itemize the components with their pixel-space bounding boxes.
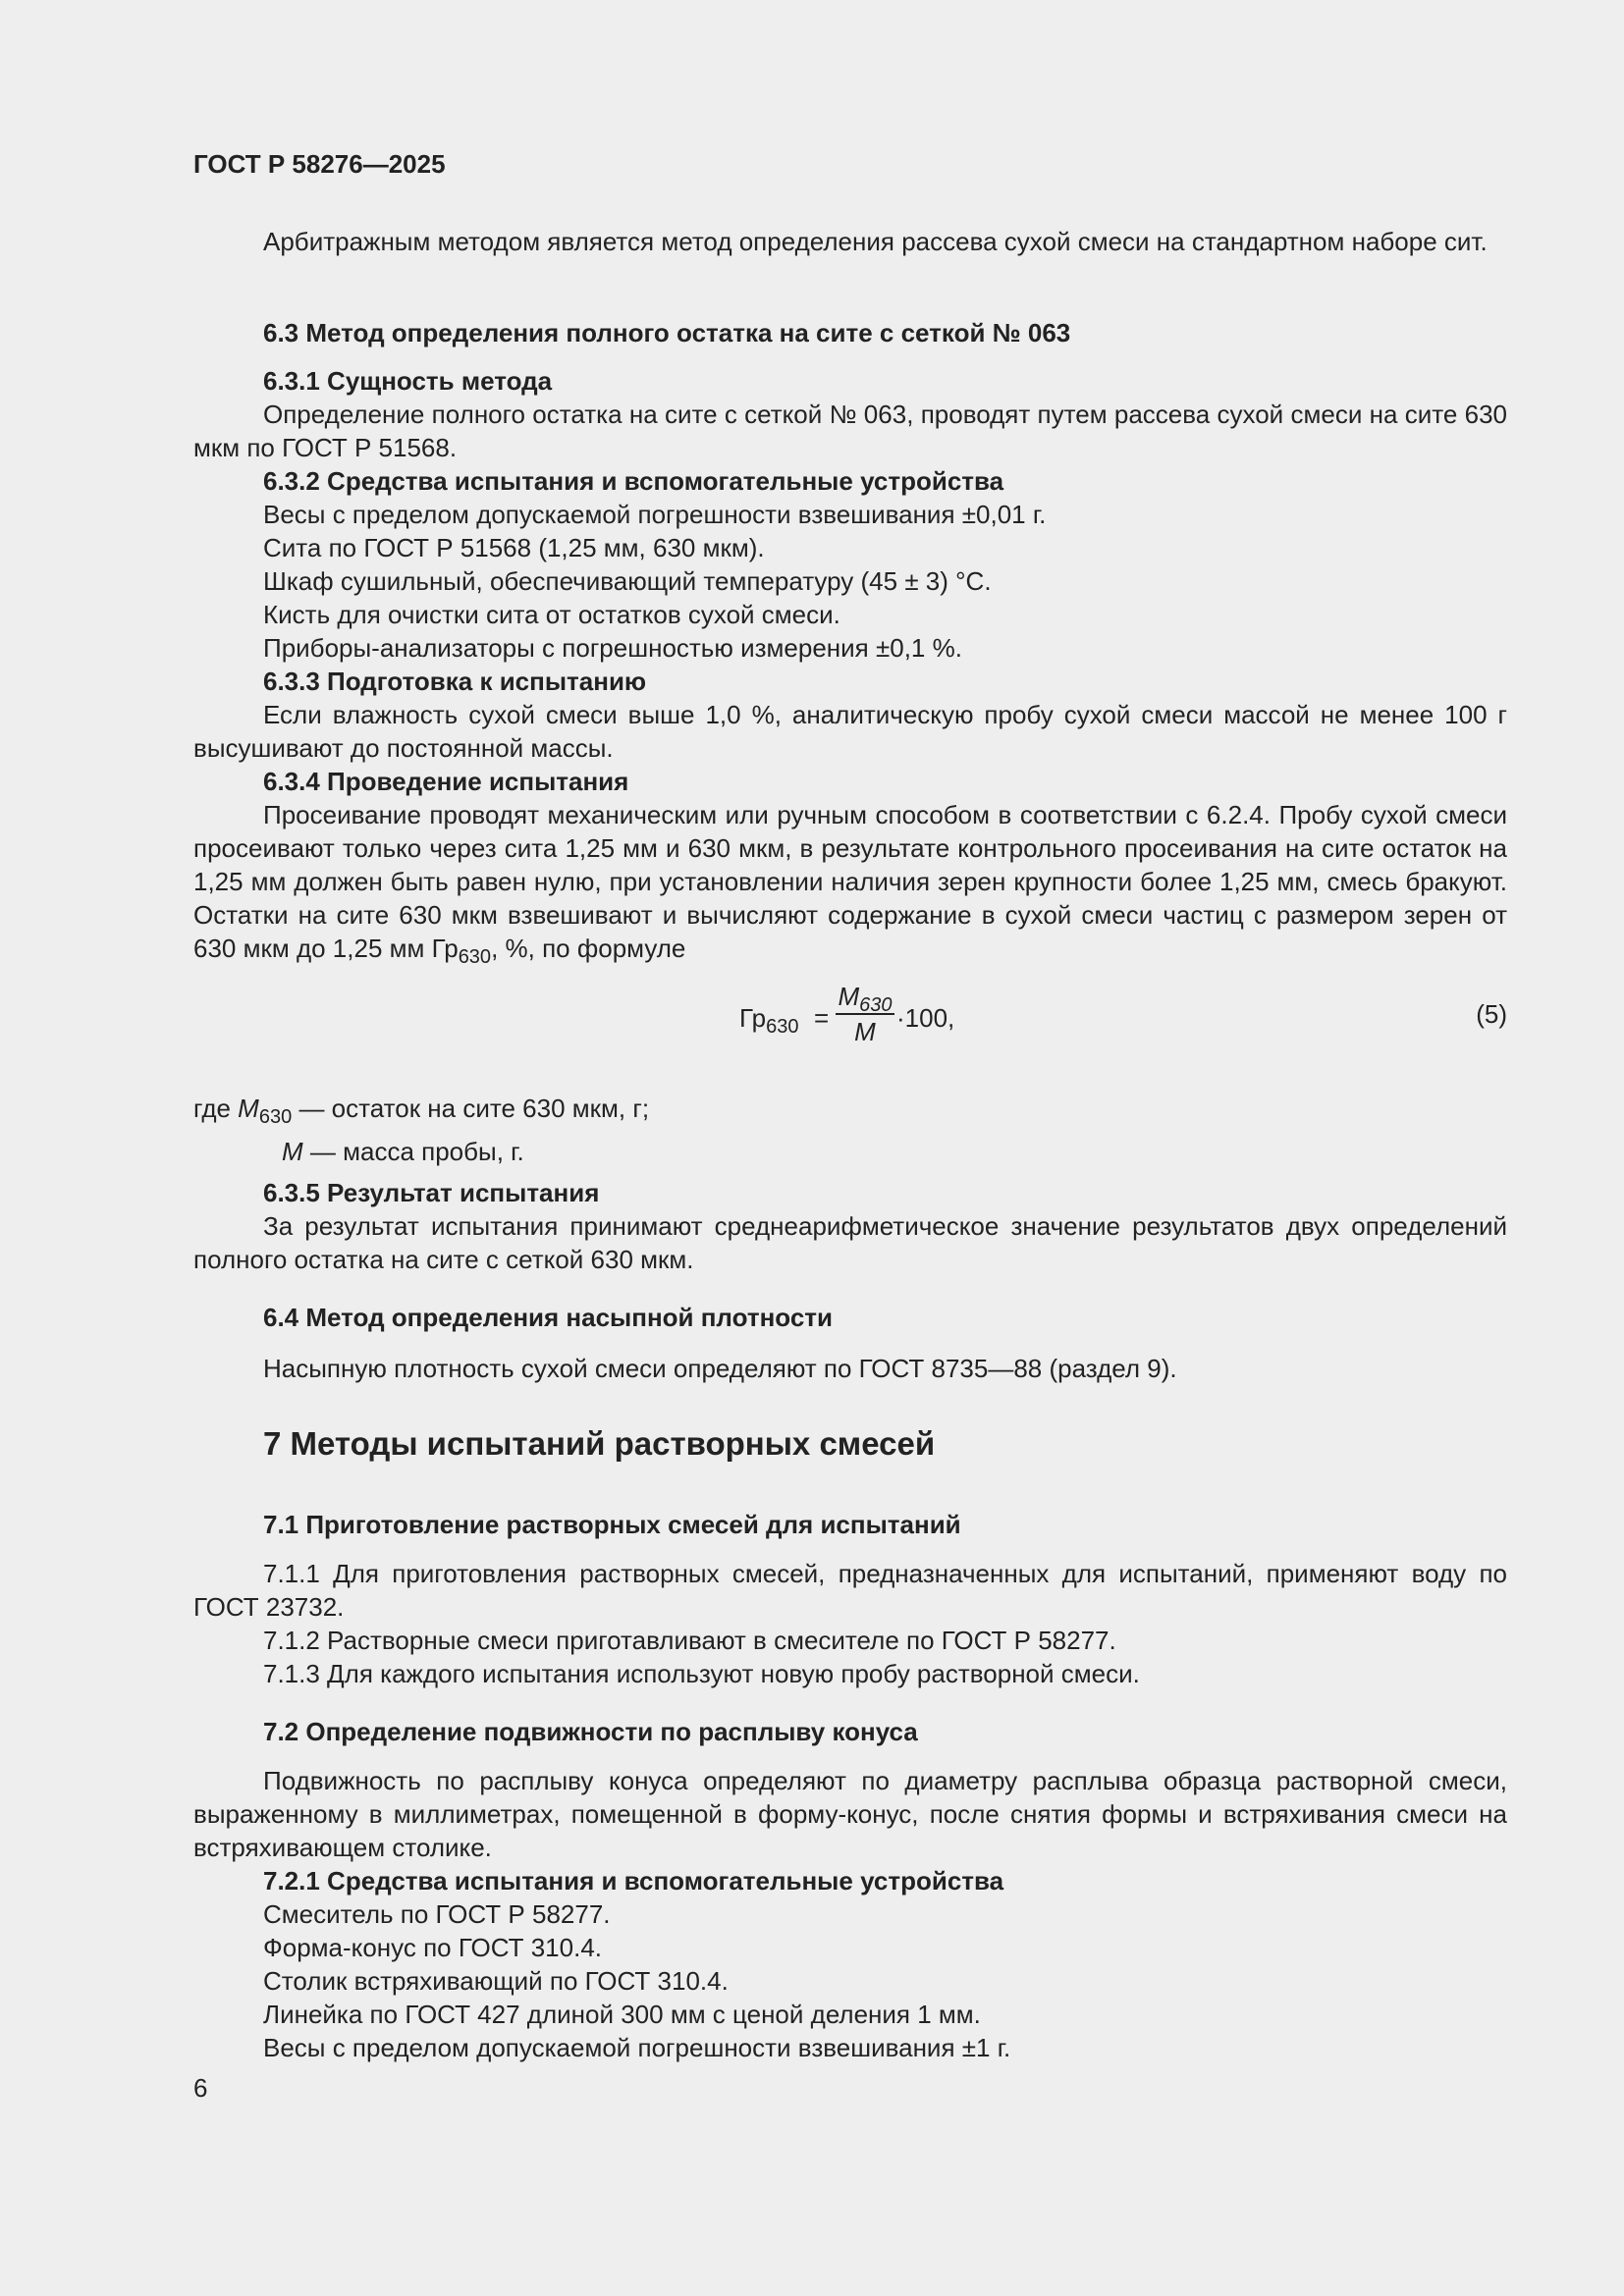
heading-6-3-4: 6.3.4 Проведение испытания [263,767,629,796]
list-item: Смеситель по ГОСТ Р 58277. [263,1899,611,1929]
list-item: Линейка по ГОСТ 427 длиной 300 мм с ценой деления 1 мм. [263,2000,981,2029]
list-item: Кисть для очистки сита от остатков сухой смеси. [263,600,840,629]
formula-tail: ·100, [896,1003,955,1033]
paragraph-7-1-1: 7.1.1 Для приготовления растворных смесей, предназначенных для испытаний, применяют воду по ГОСТ 23732. [193,1559,1507,1622]
page-number: 6 [193,2073,208,2103]
list-item: Весы с пределом допускаемой погрешности взвешивания ±0,01 г. [263,500,1047,529]
where-clause-1: где $M_{630}$ — остаток на сите 630 мкм, г; [193,1094,650,1128]
paragraph-6-3-5: За результат испытания принимают среднеарифметическое значение результатов двух определений полного остатка на сите с сеткой 630 мкм. [193,1211,1507,1274]
formula-5 [193,982,1507,1050]
paragraph-6-3-3: Если влажность сухой смеси выше 1,0 %, аналитическую пробу сухой смеси массой не менее 100 г высушивают до постоянной массы. [193,700,1507,763]
formula-denominator: M [854,1017,876,1046]
heading-6-3: 6.3 Метод определения полного остатка на сите с сеткой № 063 [263,318,1071,347]
heading-7-1: 7.1 Приготовление растворных смесей для испытаний [263,1510,961,1539]
formula-fraction [836,982,894,1046]
heading-6-3-2: 6.3.2 Средства испытания и вспомогательные устройства [263,466,1004,496]
heading-6-3-5: 6.3.5 Результат испытания [263,1178,600,1207]
list-item: Приборы-анализаторы с погрешностью измерения ±0,1 %. [263,633,962,663]
paragraph-6-4: Насыпную плотность сухой смеси определяют по ГОСТ 8735—88 (раздел 9). [263,1354,1177,1383]
formula-lhs: $Гр_{630}$ [739,1003,799,1038]
list-item: Форма-конус по ГОСТ 310.4. [263,1933,603,1962]
list-item: Шкаф сушильный, обеспечивающий температуру (45 ± 3) °С. [263,566,992,596]
heading-6-3-1: 6.3.1 Сущность метода [263,366,553,396]
paragraph-arbitration: Арбитражным методом является метод определения рассева сухой смеси на стандартном наборе сит. [263,227,1488,256]
paragraph-7-2: Подвижность по расплыву конуса определяют по диаметру расплыва образца растворной смеси, выраженному в миллиметрах, помещенной в форму-конус, после снятия формы и встряхивания смеси на встряхивающем столике. [193,1766,1507,1862]
heading-7-2-1: 7.2.1 Средства испытания и вспомогательные устройства [263,1866,1004,1896]
paragraph-7-1-2: 7.1.2 Растворные смеси приготавливают в смесителе по ГОСТ Р 58277. [263,1626,1116,1655]
heading-6-3-3: 6.3.3 Подготовка к испытанию [263,667,647,696]
where-clause-2: M — масса пробы, г. [282,1137,524,1166]
formula-equals: = [814,1003,830,1033]
list-item: Весы с пределом допускаемой погрешности взвешивания ±1 г. [263,2033,1011,2062]
paragraph-6-3-4: Просеивание проводят механическим или ручным способом в соответствии с 6.2.4. Пробу сухой смеси просеивают только через сита 1,25 мм и 630 мкм, в результате контрольного просеивания на сите остаток на 1,25 мм должен быть равен нулю, при установлении наличия зерен крупности более 1,25 мм, смесь бракуют. Остатки на сите 630 мкм взвешивают и вычисляют содержание в сухой смеси частиц с размером зерен от 630 мкм до 1,25 мм $Гр_{630}$, %, по формуле [193,800,1507,968]
list-item: Сита по ГОСТ Р 51568 (1,25 мм, 630 мкм). [263,533,765,562]
heading-7-2: 7.2 Определение подвижности по расплыву конуса [263,1717,918,1746]
heading-6-4: 6.4 Метод определения насыпной плотности [263,1303,833,1332]
formula-numerator: $M_{630}$ [838,982,893,1016]
list-item: Столик встряхивающий по ГОСТ 310.4. [263,1966,729,1996]
paragraph-7-1-3: 7.1.3 Для каждого испытания используют новую пробу растворной смеси. [263,1659,1140,1688]
document-header: ГОСТ Р 58276—2025 [193,149,446,179]
formula-number: (5) [1476,999,1507,1029]
heading-section-7: 7 Методы испытаний растворных смесей [263,1425,936,1462]
paragraph-6-3-1: Определение полного остатка на сите с сеткой № 063, проводят путем рассева сухой смеси на сите 630 мкм по ГОСТ Р 51568. [193,400,1507,462]
